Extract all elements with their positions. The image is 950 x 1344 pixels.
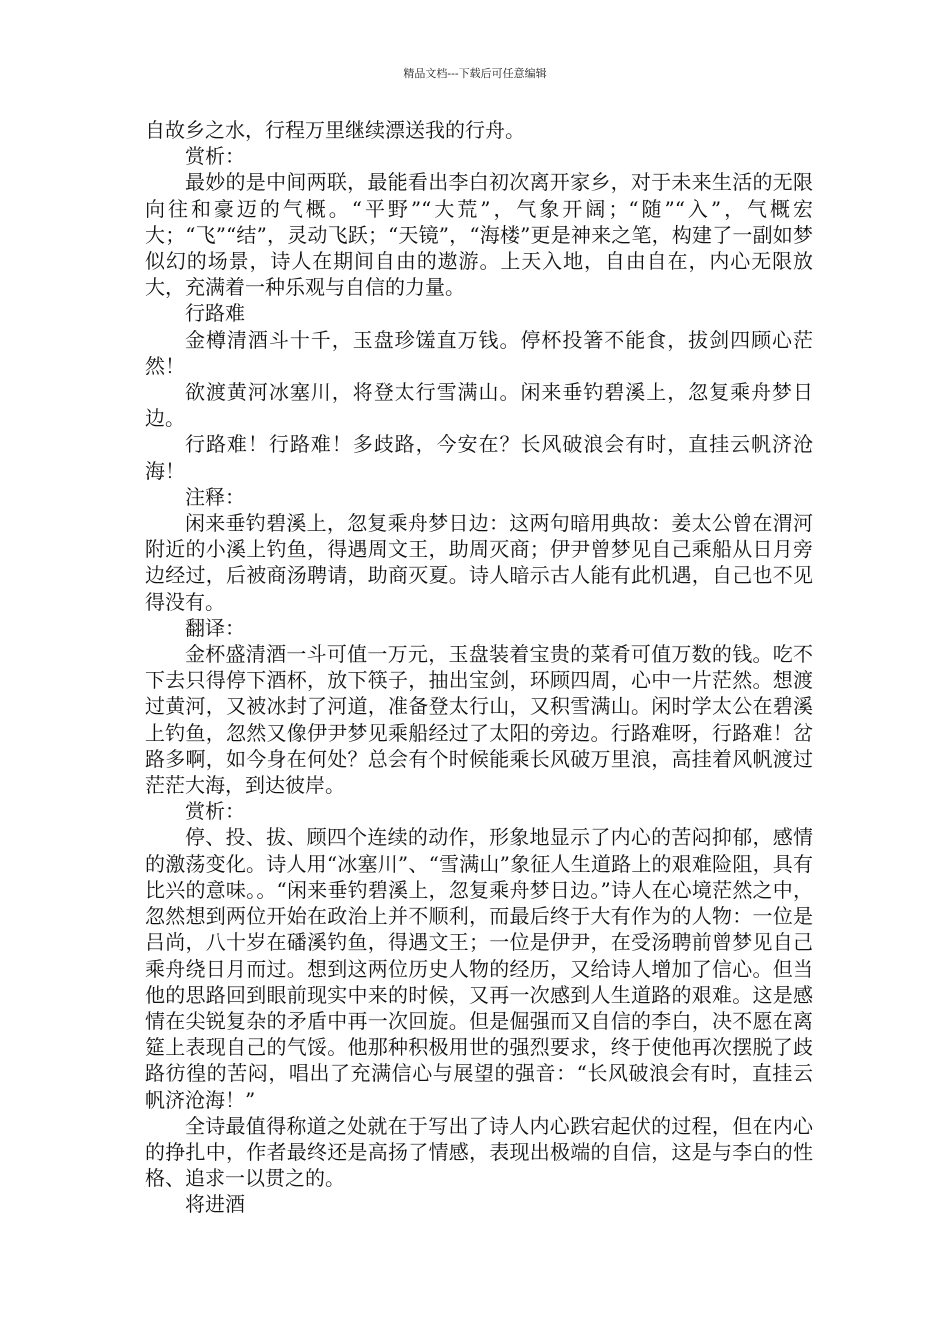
paragraph: 全诗最值得称道之处就在于写出了诗人内心跌宕起伏的过程，但在内心的挣扎中，作者最终还是高扬了情感，表现出极端的自信，这是与李白的性格、追求一以贯之的。 — [145, 1113, 813, 1191]
section-heading: 赏析： — [185, 799, 245, 824]
paragraph: 金杯盛清酒一斗可值一万元，玉盘装着宝贵的菜肴可值万数的钱。吃不下去只得停下酒杯，放下筷子，抽出宝剑，环顾四周，心中一片茫然。想渡过黄河，又被冰封了河道，准备登太行山，又积雪满山。闲时学太公在碧溪上钓鱼，忽然又像伊尹梦见乘船经过了太阳的旁边。行路难呀，行路难！岔路多啊，如今身在何处？总会有个时候能乘长风破万里浪，高挂着风帆渡过茫茫大海，到达彼岸。 — [145, 642, 813, 798]
section-heading: 翻译： — [185, 615, 245, 640]
document-body — [145, 117, 813, 1218]
paragraph: 闲来垂钓碧溪上，忽复乘舟梦日边：这两句暗用典故：姜太公曾在渭河附近的小溪上钓鱼，得遇周文王，助周灭商；伊尹曾梦见自己乘船从日月旁边经过，后被商汤聘请，助商灭夏。诗人暗示古人能有此机遇，自己也不见得没有。 — [145, 511, 813, 614]
poem-title: 行路难 — [185, 301, 245, 326]
poem-line: 行路难！行路难！多歧路，今安在？长风破浪会有时，直挂云帆济沧海！ — [145, 432, 813, 483]
paragraph: 停、投、拔、顾四个连续的动作，形象地显示了内心的苦闷抑郁，感情的激荡变化。诗人用“冰塞川”、“雪满山”象征人生道路上的艰难险阻，具有比兴的意味。。“闲来垂钓碧溪上，忽复乘舟梦日边。”诗人在心境茫然之中，忽然想到两位开始在政治上并不顺利，而最后终于大有作为的人物：一位是吕尚，八十岁在磻溪钓鱼，得遇文王；一位是伊尹，在受汤聘前曾梦见自己乘舟绕日月而过。想到这两位历史人物的经历，又给诗人增加了信心。但当他的思路回到眼前现实中来的时候，又再一次感到人生道路的艰难。这是感情在尖锐复杂的矛盾中再一次回旋。但是倔强而又自信的李白，决不愿在离筵上表现自己的气馁。他那种积极用世的强烈要求，终于使他再次摆脱了歧路彷徨的苦闷，唱出了充满信心与展望的强音：“长风破浪会有时，直挂云帆济沧海！” — [145, 825, 813, 1112]
poem-title: 将进酒 — [185, 1192, 245, 1217]
poem-line: 金樽清酒斗十千，玉盘珍馐直万钱。停杯投箸不能食，拔剑四顾心茫然！ — [145, 327, 813, 378]
page-header: 精品文档---下载后可任意编辑 — [403, 67, 547, 80]
paragraph: 自故乡之水，行程万里继续漂送我的行舟。 — [145, 118, 525, 142]
paragraph: 最妙的是中间两联，最能看出李白初次离开家乡，对于未来生活的无限向往和豪迈的气概。“平野”“大荒”，气象开阔；“随”“入”，气概宏大；“飞”“结”，灵动飞跃；“天镜”，“海楼”更是神来之笔，构建了一副如梦似幻的场景，诗人在期间自由的遨游。上天入地，自由自在，内心无限放大，充满着一种乐观与自信的力量。 — [145, 170, 813, 300]
poem-line: 欲渡黄河冰塞川，将登太行雪满山。闲来垂钓碧溪上，忽复乘舟梦日边。 — [145, 380, 813, 431]
section-heading: 赏析： — [185, 144, 245, 169]
section-heading: 注释： — [185, 484, 245, 509]
